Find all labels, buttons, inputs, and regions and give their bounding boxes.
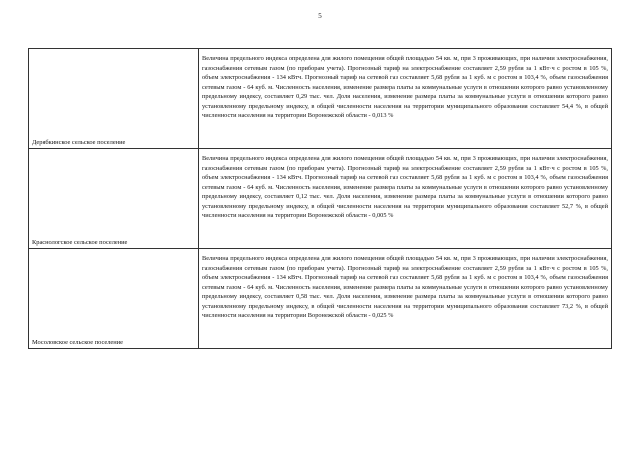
table-row [29, 249, 612, 349]
index-description: Величина предельного индекса определена для жилого помещения общей площадью 54 кв. м, при 3 проживающих, при наличии электроснабжения, газоснабжения сетевым газом (по приборам учета). Прогнозный тариф на электроснабжение составляет 2,59 рубля за 1 кВт·ч с ростом в 105 %, объем электроснабжения - 134 кВтч. Прогнозный тариф на сетевой газ составляет 5,68 рубля за 1 куб. м с ростом в 103,4 %, объем газоснабжения сетевым газом - 64 куб. м. Численность населения, изменение размера платы за коммунальные услуги в отношении которого равно установленному предельному индексу, составляет 0,12 тыс. чел. Доля населения, изменение размера платы за коммунальные услуги в отношении которого равно установленному предельному индексу, в общей численности населения на территории муниципального образования составляет 52,7 %, в общей численности населения на территории Воронежской области - 0,005 % [202, 155, 608, 219]
table-row [29, 49, 612, 149]
settlement-name-cell [29, 149, 199, 249]
index-description-cell [199, 249, 612, 349]
index-description-cell [199, 149, 612, 249]
settlement-index-table [28, 48, 612, 349]
settlement-name: Дерябкинское сельское поселение [32, 139, 126, 146]
settlement-name: Мосоловское сельское поселение [32, 339, 123, 346]
page-number: 5 [318, 12, 322, 20]
table-row [29, 149, 612, 249]
settlement-name-cell [29, 249, 199, 349]
index-description: Величина предельного индекса определена для жилого помещения общей площадью 54 кв. м, при 3 проживающих, при наличии электроснабжения, газоснабжения сетевым газом (по приборам учета). Прогнозный тариф на электроснабжение составляет 2,59 рубля за 1 кВт·ч с ростом в 105 %, объем электроснабжения - 134 кВтч. Прогнозный тариф на сетевой газ составляет 5,68 рубля за 1 куб. м с ростом в 103,4 %, объем газоснабжения сетевым газом - 64 куб. м. Численность населения, изменение размера платы за коммунальные услуги в отношении которого равно установленному предельному индексу, составляет 0,58 тыс. чел. Доля населения, изменение размера платы за коммунальные услуги в отношении которого равно установленному предельному индексу, в общей численности населения на территории муниципального образования составляет 73,2 %, в общей численности населения на территории Воронежской области - 0,025 % [202, 255, 608, 319]
settlement-name-cell [29, 49, 199, 149]
index-description: Величина предельного индекса определена для жилого помещения общей площадью 54 кв. м, при 3 проживающих, при наличии электроснабжения, газоснабжения сетевым газом (по приборам учета). Прогнозный тариф на электроснабжение составляет 2,59 рубля за 1 кВт·ч с ростом в 105 %, объем электроснабжения - 134 кВтч. Прогнозный тариф на сетевой газ составляет 5,68 рубля за 1 куб. м с ростом в 103,4 %, объем газоснабжения сетевым газом - 64 куб. м. Численность населения, изменение размера платы за коммунальные услуги в отношении которого равно установленному предельному индексу, составляет 0,29 тыс. чел. Доля населения, изменение размера платы за коммунальные услуги в отношении которого равно установленному предельному индексу, в общей численности населения на территории муниципального образования составляет 54,4 %, в общей численности населения на территории Воронежской области - 0,013 % [202, 55, 608, 119]
index-description-cell [199, 49, 612, 149]
settlement-name: Краснологское сельское поселение [32, 239, 128, 246]
